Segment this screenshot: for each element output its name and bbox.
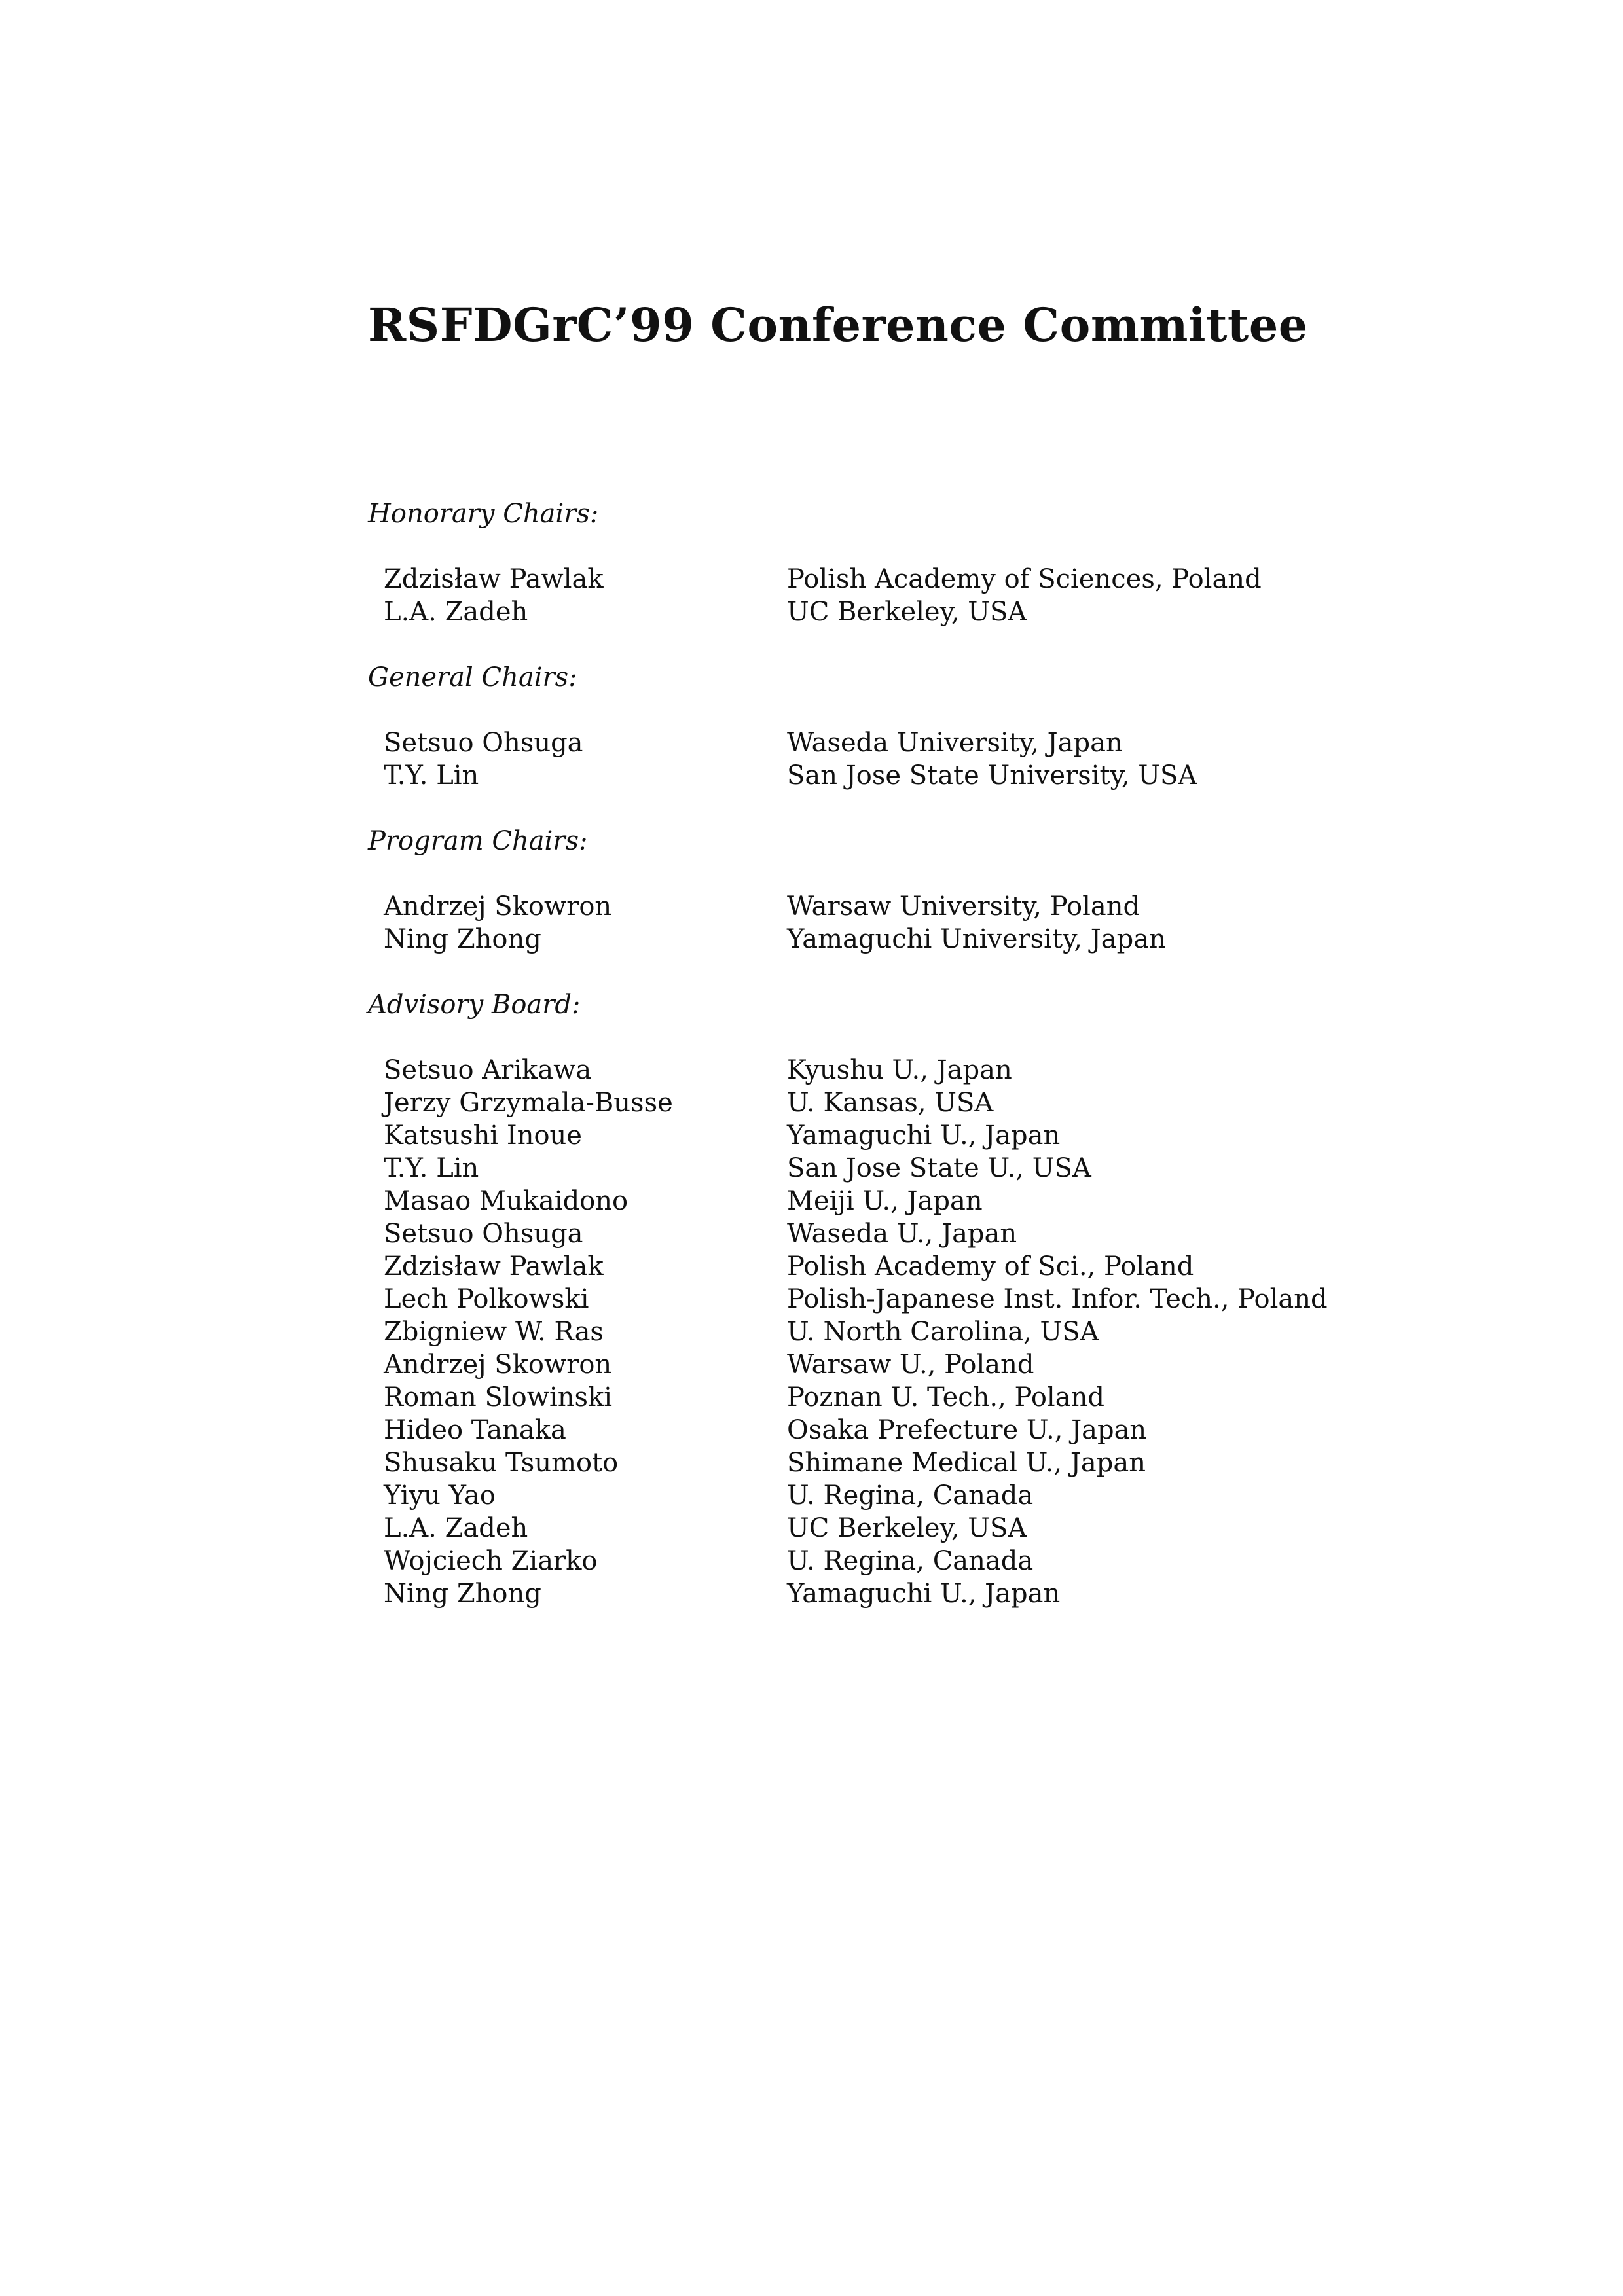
page-title: RSFDGrC’99 Conference Committee bbox=[368, 298, 1308, 352]
section-heading: General Chairs: bbox=[368, 662, 577, 692]
member-row bbox=[368, 563, 1599, 596]
member-list bbox=[368, 1054, 1599, 1610]
member-name: Roman Slowinski bbox=[384, 1382, 613, 1412]
member-row bbox=[368, 1446, 1599, 1479]
member-affiliation: Warsaw University, Poland bbox=[787, 891, 1140, 922]
member-name: Andrzej Skowron bbox=[384, 1350, 612, 1380]
member-name: Lech Polkowski bbox=[384, 1284, 589, 1314]
member-name: Setsuo Ohsuga bbox=[384, 728, 583, 758]
member-row bbox=[368, 890, 1599, 923]
member-affiliation: Yamaguchi U., Japan bbox=[787, 1121, 1061, 1151]
member-affiliation: Waseda U., Japan bbox=[787, 1219, 1017, 1249]
member-affiliation: Polish-Japanese Inst. Infor. Tech., Poland bbox=[787, 1284, 1328, 1314]
member-list bbox=[368, 890, 1599, 956]
member-affiliation: U. Kansas, USA bbox=[787, 1088, 994, 1118]
member-name: Shusaku Tsumoto bbox=[384, 1448, 619, 1478]
member-name: Ning Zhong bbox=[384, 924, 541, 954]
member-row bbox=[368, 1414, 1599, 1446]
member-row bbox=[368, 596, 1599, 628]
member-name: Yiyu Yao bbox=[384, 1480, 496, 1511]
member-row bbox=[368, 1316, 1599, 1348]
member-list bbox=[368, 563, 1599, 628]
member-name: Zbigniew W. Ras bbox=[384, 1317, 604, 1347]
committee-section bbox=[368, 988, 1599, 1610]
committee-listing bbox=[368, 497, 1599, 1643]
member-affiliation: Kyushu U., Japan bbox=[787, 1055, 1012, 1085]
member-affiliation: Yamaguchi University, Japan bbox=[787, 924, 1166, 954]
member-name: Zdzisław Pawlak bbox=[384, 564, 604, 594]
member-row bbox=[368, 1119, 1599, 1152]
committee-section bbox=[368, 825, 1599, 956]
member-affiliation: Waseda University, Japan bbox=[787, 728, 1123, 758]
member-affiliation: Poznan U. Tech., Poland bbox=[787, 1382, 1104, 1412]
member-name: Setsuo Ohsuga bbox=[384, 1219, 583, 1249]
committee-section bbox=[368, 497, 1599, 628]
member-row bbox=[368, 1577, 1599, 1610]
member-row bbox=[368, 1152, 1599, 1185]
member-row bbox=[368, 1054, 1599, 1086]
member-row bbox=[368, 759, 1599, 792]
member-affiliation: Warsaw U., Poland bbox=[787, 1350, 1034, 1380]
member-row bbox=[368, 1217, 1599, 1250]
section-heading: Advisory Board: bbox=[368, 990, 581, 1020]
member-name: Zdzisław Pawlak bbox=[384, 1251, 604, 1282]
member-name: T.Y. Lin bbox=[384, 761, 479, 791]
member-affiliation: Meiji U., Japan bbox=[787, 1186, 983, 1216]
member-affiliation: U. Regina, Canada bbox=[787, 1546, 1034, 1576]
member-affiliation: Polish Academy of Sci., Poland bbox=[787, 1251, 1194, 1282]
member-name: L.A. Zadeh bbox=[384, 597, 528, 627]
member-row bbox=[368, 1381, 1599, 1414]
member-affiliation: San Jose State U., USA bbox=[787, 1153, 1091, 1183]
member-name: Hideo Tanaka bbox=[384, 1415, 566, 1445]
member-name: Katsushi Inoue bbox=[384, 1121, 582, 1151]
member-name: Masao Mukaidono bbox=[384, 1186, 629, 1216]
member-affiliation: Polish Academy of Sciences, Poland bbox=[787, 564, 1262, 594]
member-affiliation: Shimane Medical U., Japan bbox=[787, 1448, 1146, 1478]
member-affiliation: UC Berkeley, USA bbox=[787, 597, 1027, 627]
member-row bbox=[368, 1512, 1599, 1545]
member-row bbox=[368, 726, 1599, 759]
member-name: Setsuo Arikawa bbox=[384, 1055, 592, 1085]
member-name: Wojciech Ziarko bbox=[384, 1546, 598, 1576]
member-affiliation: Osaka Prefecture U., Japan bbox=[787, 1415, 1147, 1445]
member-row bbox=[368, 1185, 1599, 1217]
member-row bbox=[368, 1250, 1599, 1283]
member-affiliation: U. Regina, Canada bbox=[787, 1480, 1034, 1511]
member-name: Jerzy Grzymala-Busse bbox=[384, 1088, 673, 1118]
member-row bbox=[368, 1283, 1599, 1316]
member-affiliation: Yamaguchi U., Japan bbox=[787, 1579, 1061, 1609]
section-heading: Program Chairs: bbox=[368, 826, 588, 856]
member-row bbox=[368, 1479, 1599, 1512]
member-name: L.A. Zadeh bbox=[384, 1513, 528, 1543]
member-affiliation: UC Berkeley, USA bbox=[787, 1513, 1027, 1543]
member-row bbox=[368, 1348, 1599, 1381]
member-affiliation: San Jose State University, USA bbox=[787, 761, 1197, 791]
committee-section bbox=[368, 661, 1599, 792]
member-name: T.Y. Lin bbox=[384, 1153, 479, 1183]
member-name: Andrzej Skowron bbox=[384, 891, 612, 922]
member-row bbox=[368, 1545, 1599, 1577]
member-list bbox=[368, 726, 1599, 792]
member-name: Ning Zhong bbox=[384, 1579, 541, 1609]
member-row bbox=[368, 1086, 1599, 1119]
member-row bbox=[368, 923, 1599, 956]
section-heading: Honorary Chairs: bbox=[368, 499, 599, 529]
member-affiliation: U. North Carolina, USA bbox=[787, 1317, 1099, 1347]
